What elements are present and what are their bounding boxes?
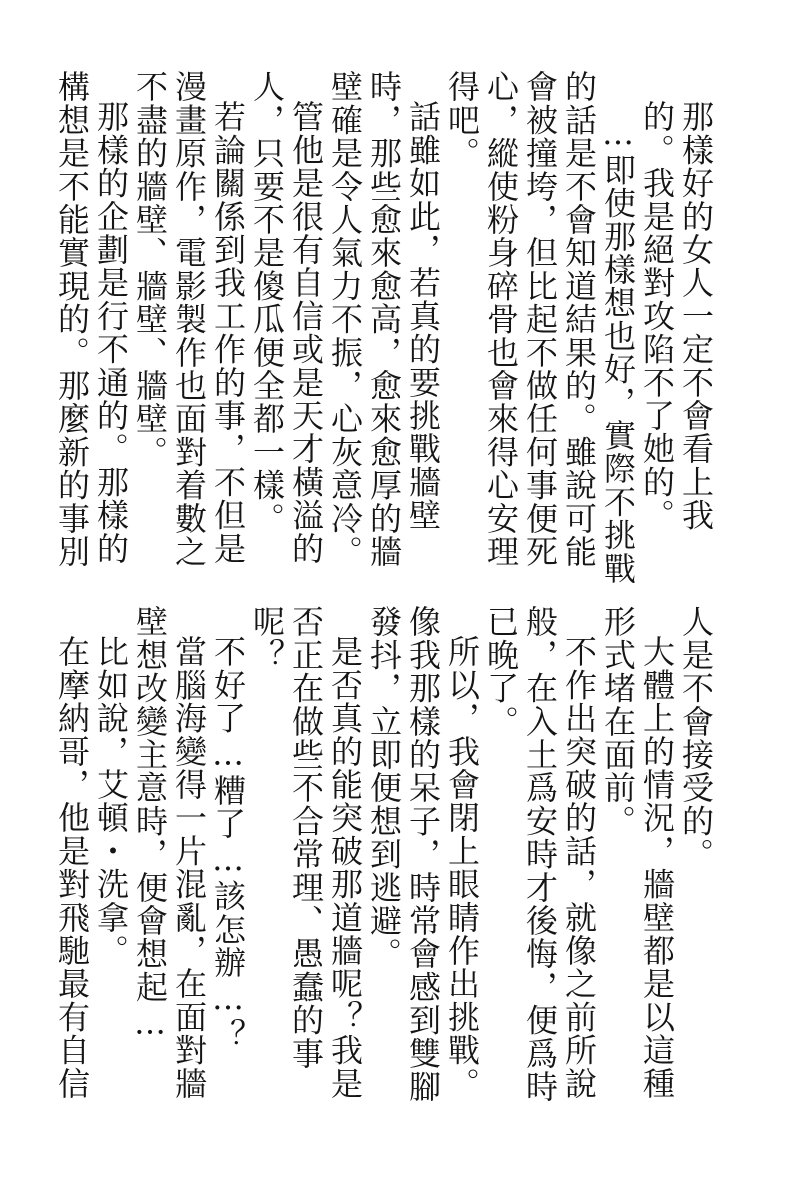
- text-column: 構想是不能實現的。那麼新的事別: [53, 70, 91, 568]
- text-column: 人是不會接受的。: [677, 605, 715, 871]
- text-column: 人，只要不是傻瓜便全都一樣。: [248, 70, 286, 535]
- text-column: 在摩納哥，他是對飛馳最有自信: [53, 635, 91, 1100]
- text-column: 會被撞垮，但比起不做任何事便死: [521, 70, 559, 568]
- text-column: 比如說，艾頓・洗拿。: [92, 635, 130, 967]
- text-column: 已晚了。: [482, 605, 520, 738]
- text-column: 心，縱使粉身碎骨也會來得心安理: [482, 70, 520, 568]
- text-column: 大體上的情況，牆壁都是以這種: [638, 635, 676, 1100]
- text-column: 壁確是令人氣力不振，心灰意冷。: [326, 70, 364, 568]
- text-column: 的。我是絕對攻陷不了她的。: [638, 100, 676, 532]
- text-column: 不盡的牆壁、牆壁、牆壁。: [131, 70, 169, 469]
- text-column: 般，在入土爲安時才後悔，便爲時: [521, 605, 559, 1103]
- text-column: 時，那些愈來愈高，愈來愈厚的牆: [365, 70, 403, 568]
- text-column: 漫畫原作，電影製作也面對着數之: [170, 70, 208, 568]
- text-column: 得吧。: [443, 70, 481, 170]
- text-column: 壁想改變主意時，便會想起…: [131, 605, 169, 1043]
- text-column: 否正在做些不合常理、愚蠢的事: [287, 605, 325, 1070]
- text-column: 那樣的企劃是行不通的。那樣的: [92, 100, 130, 565]
- text-column: 不作出突破的話，就像之前所說: [560, 635, 598, 1100]
- text-column: 所以，我會閉上眼睛作出挑戰。: [443, 635, 481, 1100]
- text-column: 發抖，立即便想到逃避。: [365, 605, 403, 971]
- text-column: 管他是很有自信或是天才橫溢的: [287, 100, 325, 565]
- text-column: 若論關係到我工作的事，不但是: [209, 100, 247, 565]
- text-column: …即使那樣想也好，實際不挑戰: [599, 114, 637, 585]
- text-column: 像我那樣的呆子，時常會感到雙腳: [404, 605, 442, 1103]
- text-column: 的話是不會知道結果的。雖說可能: [560, 70, 598, 568]
- text-column: 是否真的能突破那道牆呢？我是: [326, 635, 364, 1100]
- text-column: 話雖如此，若真的要挑戰牆壁: [404, 100, 442, 532]
- text-column: 不好了…糟了…該怎辦…？: [209, 635, 247, 1052]
- text-column: 那樣好的女人一定不會看上我: [677, 100, 715, 532]
- text-column: 形式堵在面前。: [599, 605, 637, 838]
- text-column: 當腦海變得一片混亂，在面對牆: [170, 635, 208, 1100]
- text-column: 呢？: [248, 605, 286, 672]
